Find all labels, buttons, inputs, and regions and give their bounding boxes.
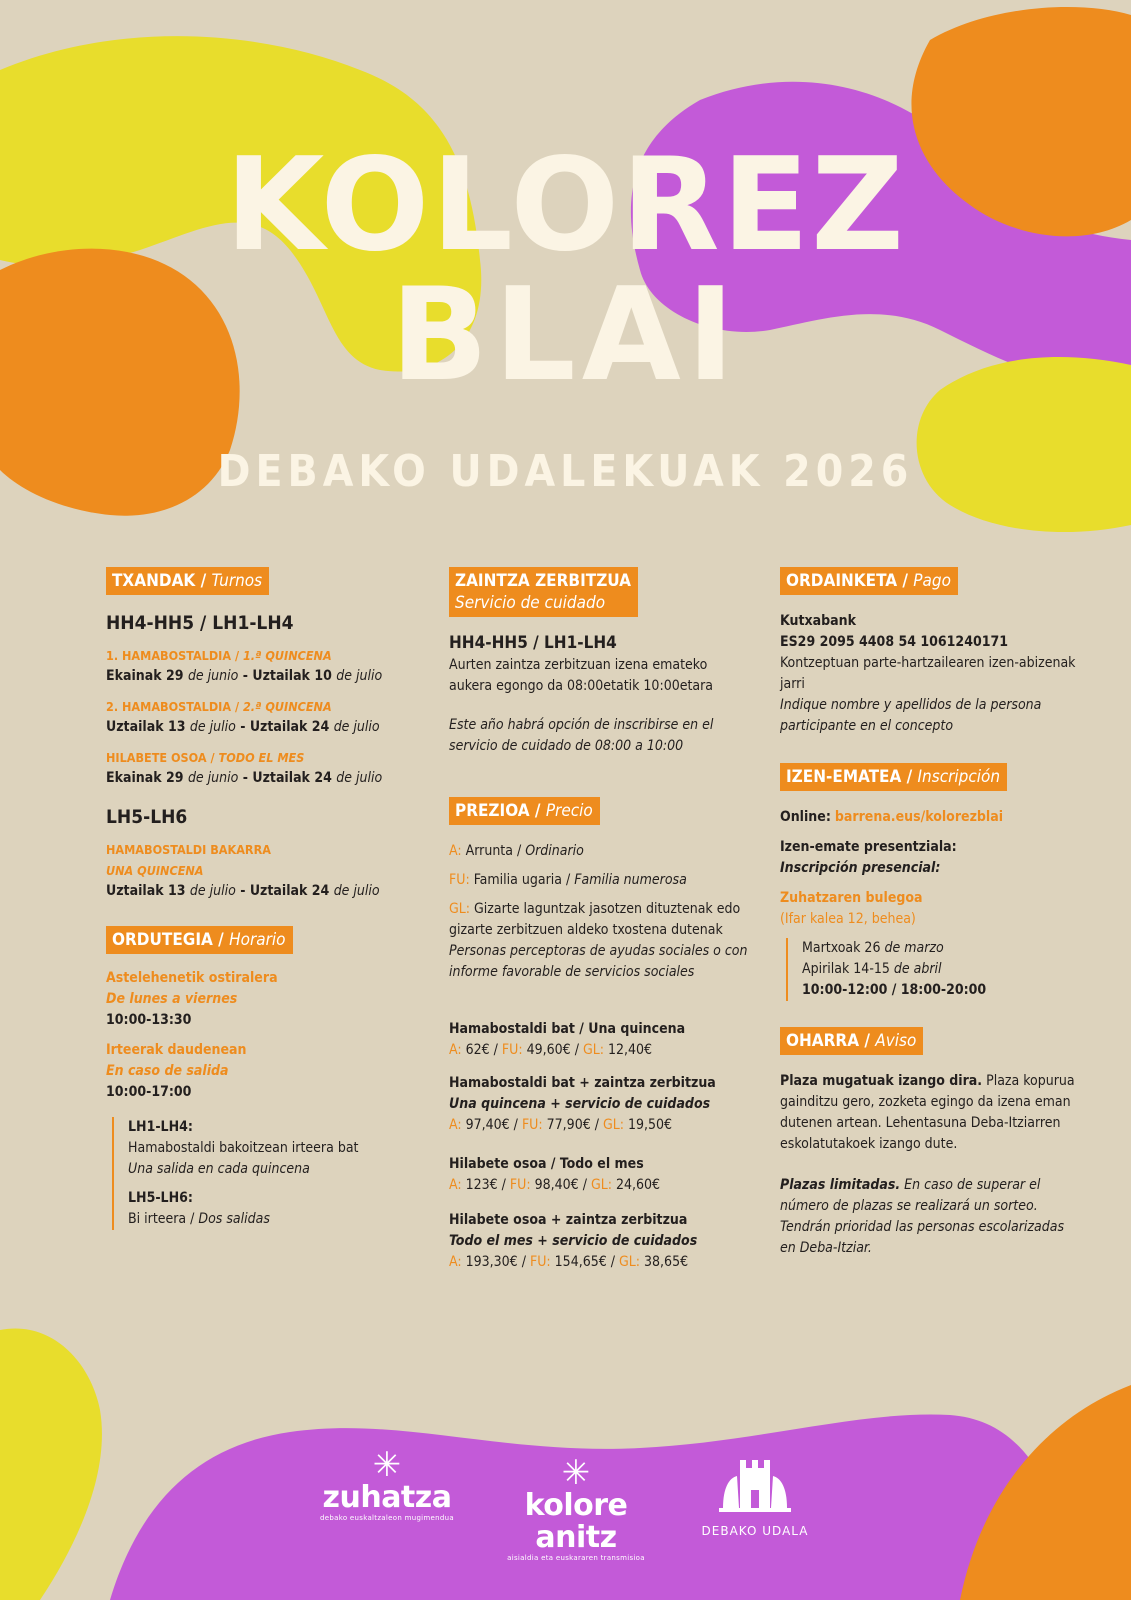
tag-ordutegia: ORDUTEGIA / Horario xyxy=(106,926,293,954)
legend-gl: GL: Gizarte laguntzak jasotzen dituztenak edo gizarte zerbitzuen aldeko txostena dutenak xyxy=(449,901,741,938)
title-line-2: BLAI xyxy=(390,261,741,410)
turn-3: HILABETE OSOA / TODO EL MES Ekainak 29 de junio - Uztailak 24 de julio xyxy=(106,750,383,786)
registration-dates: Martxoak 26 de marzo Apirilak 14-15 de abril 10:00-12:00 / 18:00-20:00 xyxy=(786,938,1080,1001)
tag-oharra: OHARRA / Aviso xyxy=(780,1027,923,1055)
section-prezioa xyxy=(449,797,749,1273)
legend-fu: FU: Familia ugaria / Familia numerosa xyxy=(449,872,687,888)
turn-2: 2. HAMABOSTALDIA / 2.ª QUINCENA Uztailak 13 de julio - Uztailak 24 de julio xyxy=(106,699,380,735)
column-left xyxy=(106,567,426,1248)
price-block-3: Hilabete osoa / Todo el mes A: 123€ / FU: 98,40€ / GL: 24,60€ xyxy=(449,1156,661,1193)
star-icon: ✳ xyxy=(561,1453,591,1493)
payment-note-es: Indique nombre y apellidos de la persona participante en el concepto xyxy=(780,697,1042,734)
weekday-label-es: De lunes a viernes xyxy=(106,991,238,1007)
section-oharra xyxy=(780,1027,1080,1259)
notice-es: Plazas limitadas. En caso de superar el número de plazas se realizará un sorteo. Tendrán prioridad las personas escolarizadas en Deba-Itziar. xyxy=(780,1177,1065,1256)
online-link[interactable]: barrena.eus/kolorezblai xyxy=(834,809,1004,825)
star-icon: ✳ xyxy=(372,1445,402,1485)
legend-a: A: Arrunta / Ordinario xyxy=(449,843,584,859)
weekday-time: 10:00-13:30 xyxy=(106,1012,192,1028)
subtitle: DEBAKO UDALEKUAK 2026 xyxy=(217,446,914,497)
section-zaintza xyxy=(449,567,749,757)
turn-single: HAMABOSTALDI BAKARRA UNA QUINCENA Uztailak 13 de julio - Uztailak 24 de julio xyxy=(106,842,380,899)
bank-name: Kutxabank xyxy=(780,613,856,629)
logo-zuhatza: ✳ zuhatza debako euskaltzaleon mugimendua xyxy=(312,1448,462,1523)
notice-eu: Plaza mugatuak izango dira. Plaza kopurua gainditzu gero, zozketa egingo da izena eman dutenen artean. Lehentasuna Deba-Itziarren eskolatutakoek izango dute. xyxy=(780,1073,1075,1152)
tag-txandak: TXANDAK / Turnos xyxy=(106,567,269,595)
outing-label-es: En caso de salida xyxy=(106,1063,229,1079)
outing-label: Irteerak daudenean xyxy=(106,1042,247,1058)
group-heading-2: LH5-LH6 xyxy=(106,806,188,828)
iban: ES29 2095 4408 54 1061240171 xyxy=(780,634,1009,650)
section-izenematea xyxy=(780,763,1080,1001)
outings-detail: LH1-LH4: Hamabostaldi bakoitzean irteera bat Una salida en cada quincena LH5-LH6: Bi irteera / Dos salidas xyxy=(112,1117,426,1230)
zaintza-group: HH4-HH5 / LH1-LH4 xyxy=(449,633,617,653)
castle-icon xyxy=(715,1448,795,1520)
zaintza-text-es: Este año habrá opción de inscribirse en el servicio de cuidado de 08:00 a 10:00 xyxy=(449,717,714,754)
tag-izenematea: IZEN-EMATEA / Inscripción xyxy=(780,763,1007,791)
tag-ordainketa: ORDAINKETA / Pago xyxy=(780,567,958,595)
price-block-4: Hilabete osoa + zaintza zerbitzua Todo el mes + servicio de cuidados A: 193,30€ / FU: 154,65€ / GL: 38,65€ xyxy=(449,1212,698,1270)
payment-note: Kontzeptuan parte-hartzailearen izen-abizenak jarri xyxy=(780,655,1076,692)
presential-label: Izen-emate presentziala: xyxy=(780,839,957,855)
presential-label-es: Inscripción presencial: xyxy=(780,860,941,876)
online-line: Online: barrena.eus/kolorezblai xyxy=(780,809,1004,825)
turn-1: 1. HAMABOSTALDIA / 1.ª QUINCENA Ekainak 29 de junio - Uztailak 10 de julio xyxy=(106,648,383,684)
logo-debako-udala: DEBAKO UDALA xyxy=(690,1448,820,1538)
column-right xyxy=(780,567,1080,1277)
section-ordainketa xyxy=(780,567,1080,737)
outing-time: 10:00-17:00 xyxy=(106,1084,192,1100)
price-block-1: Hamabostaldi bat / Una quincena A: 62€ / FU: 49,60€ / GL: 12,40€ xyxy=(449,1021,686,1058)
tag-zaintza: ZAINTZA ZERBITZUA Servicio de cuidado xyxy=(449,567,638,617)
office-name: Zuhatzaren bulegoa xyxy=(780,890,923,906)
logo-kolore-anitz: ✳ kolore anitz aisialdia eta euskararen transmisioa xyxy=(486,1456,666,1563)
weekday-label: Astelehenetik ostiralera xyxy=(106,970,278,986)
price-block-2: Hamabostaldi bat + zaintza zerbitzua Una quincena + servicio de cuidados A: 97,40€ / FU: 77,90€ / GL: 19,50€ xyxy=(449,1075,716,1133)
footer-logos xyxy=(0,1445,1131,1578)
legend-gl-es: Personas perceptoras de ayudas sociales o con informe favorable de servicios sociales xyxy=(449,943,748,980)
section-txandak xyxy=(106,567,426,902)
group-heading-1: HH4-HH5 / LH1-LH4 xyxy=(106,612,294,634)
title-line-1: KOLOREZ xyxy=(225,131,906,280)
section-ordutegia xyxy=(106,926,426,1230)
tag-prezioa: PREZIOA / Precio xyxy=(449,797,600,825)
column-middle xyxy=(449,567,749,1291)
office-address: (Ifar kalea 12, behea) xyxy=(780,911,916,927)
zaintza-text: Aurten zaintza zerbitzuan izena emateko aukera egongo da 08:00etatik 10:00etara xyxy=(449,657,714,694)
